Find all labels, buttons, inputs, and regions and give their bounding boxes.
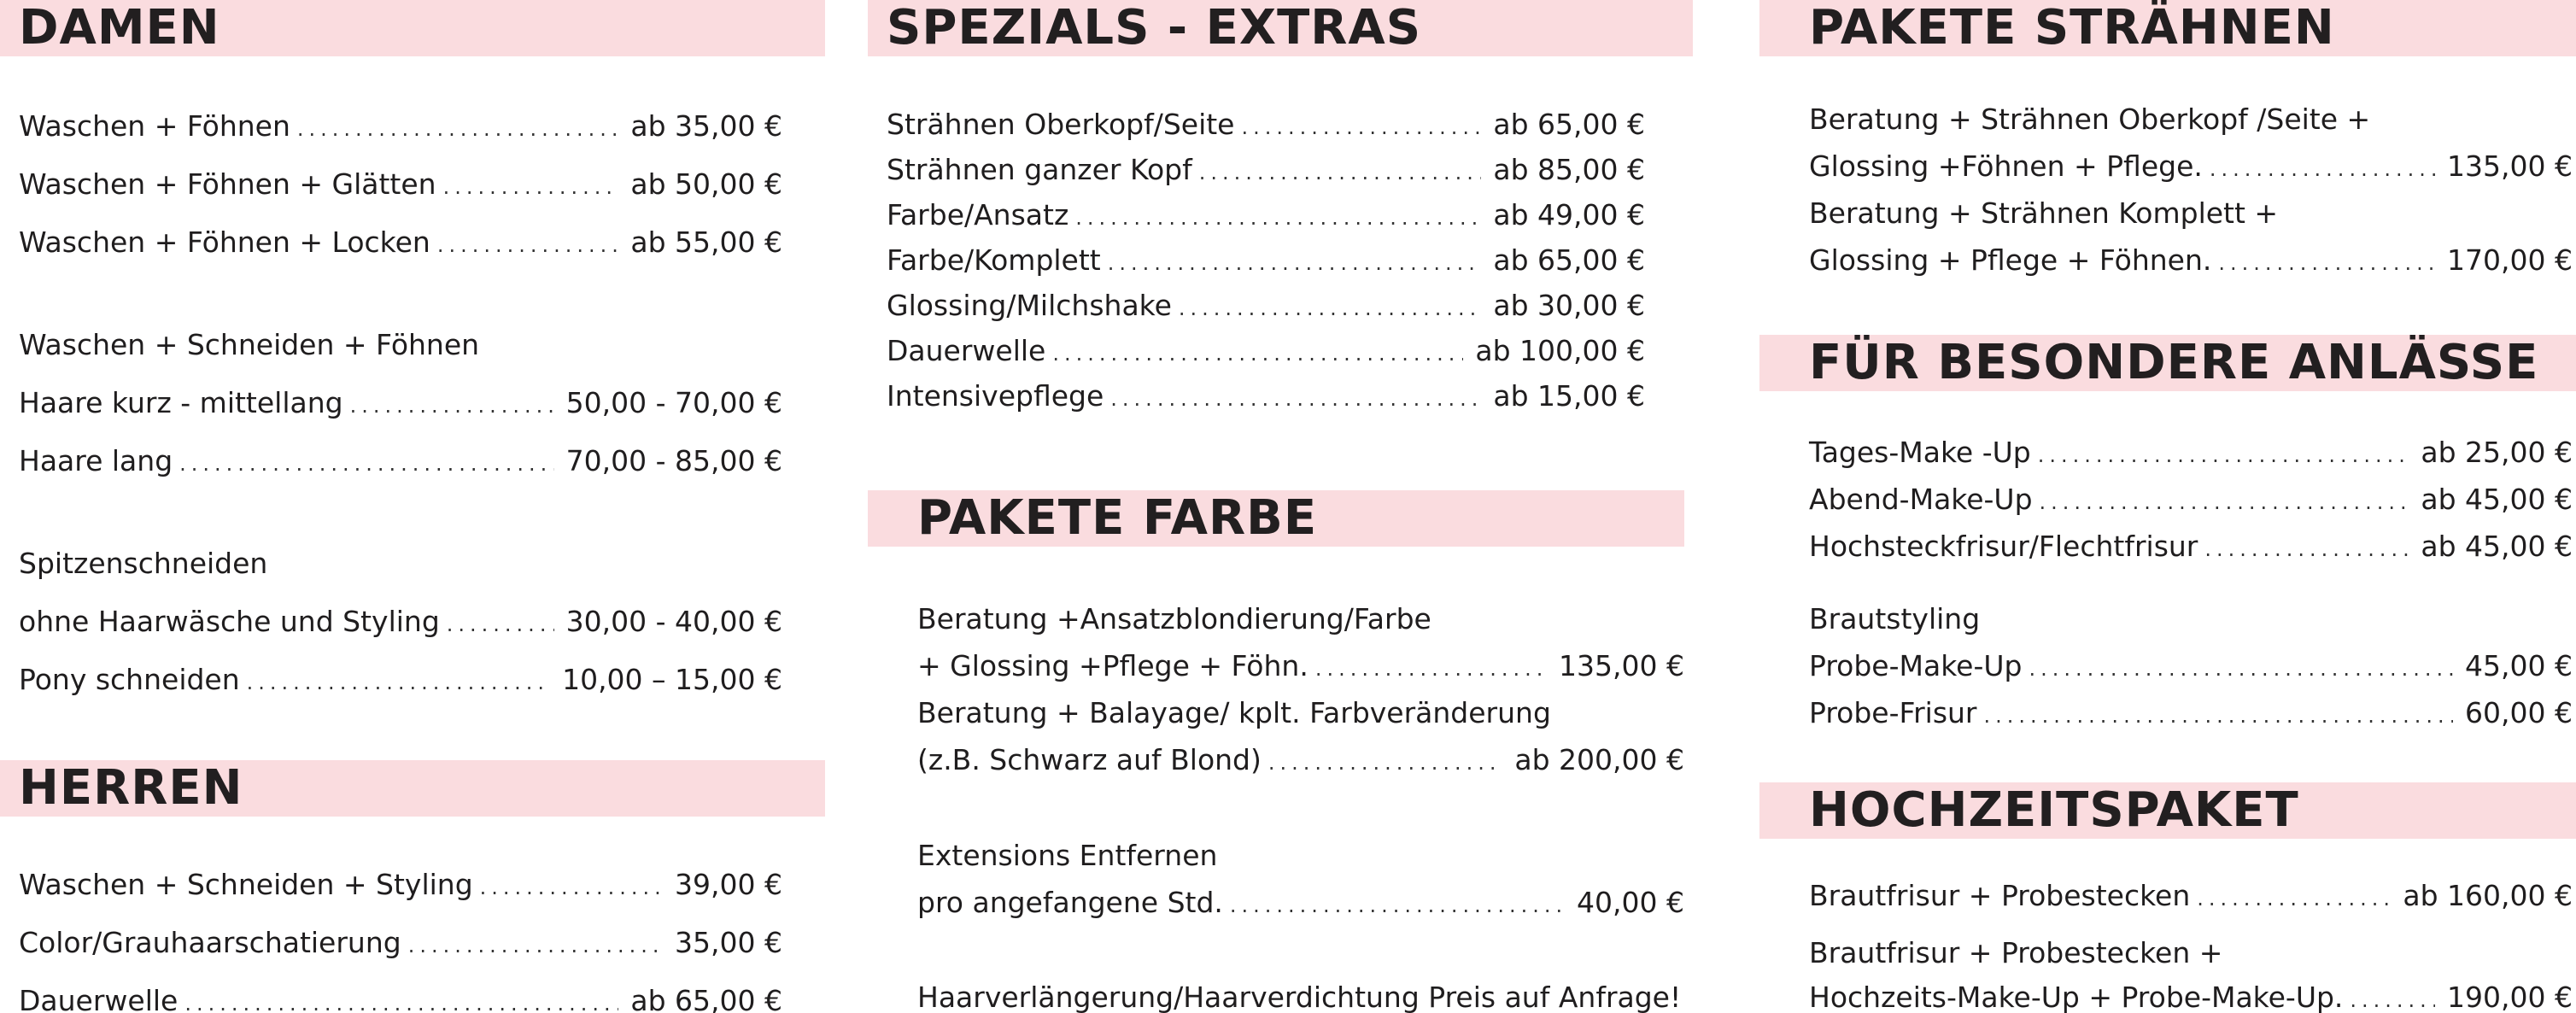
section-header-herren: HERREN <box>0 760 825 817</box>
item-label: Haare kurz - mittellang <box>19 386 343 419</box>
item-price: 45,00 € <box>2465 649 2573 682</box>
item-label: Farbe/Ansatz <box>887 198 1069 231</box>
dot-leader <box>184 985 618 1013</box>
group-heading: Spitzenschneiden <box>19 547 268 580</box>
item-label: Dauerwelle <box>19 984 179 1013</box>
item-price: ab 45,00 € <box>2421 530 2573 563</box>
item-price: 50,00 - 70,00 € <box>565 386 782 419</box>
dot-leader <box>1179 290 1481 327</box>
price-item <box>19 924 782 962</box>
item-price: ab 100,00 € <box>1475 334 1645 367</box>
item-price: 60,00 € <box>2465 696 2573 729</box>
item-label: Probe-Frisur <box>1809 696 1977 729</box>
price-item <box>887 332 1645 370</box>
price-item <box>1809 647 2573 685</box>
price-item <box>19 982 782 1013</box>
price-item <box>1809 434 2573 471</box>
item-label: Probe-Make-Up <box>1809 649 2023 682</box>
dot-leader <box>1984 697 2454 735</box>
price-item <box>1809 694 2573 732</box>
item-price: 135,00 € <box>1559 649 1684 682</box>
dot-leader <box>247 664 550 701</box>
item-label: Waschen + Föhnen + Glätten <box>19 167 436 201</box>
price-item <box>19 384 782 422</box>
item-price: ab 65,00 € <box>1493 108 1645 141</box>
price-item <box>1809 979 2573 1013</box>
dot-leader <box>408 927 663 964</box>
item-price: ab 45,00 € <box>2421 483 2573 516</box>
price-item <box>1809 242 2573 279</box>
item-label: Strähnen Oberkopf/Seite <box>887 108 1235 141</box>
dot-leader <box>1052 335 1463 372</box>
item-price: ab 49,00 € <box>1493 198 1645 231</box>
dot-leader <box>480 869 663 906</box>
price-item <box>917 741 1684 779</box>
package-line: Beratung + Balayage/ kplt. Farbveränderung <box>917 696 1551 729</box>
dot-leader <box>1110 380 1481 418</box>
item-label: Glossing + Pflege + Föhnen. <box>1809 243 2212 277</box>
dot-leader <box>1075 199 1481 237</box>
package-line: Brautfrisur + Probestecken + <box>1809 936 2223 969</box>
item-label: Pony schneiden <box>19 663 240 696</box>
dot-leader <box>2029 650 2453 688</box>
item-price: 40,00 € <box>1577 886 1684 919</box>
section-header-hochzeit: HOCHZEITSPAKET <box>1759 782 2576 839</box>
section-header-anlaesse: FÜR BESONDERE ANLÄSSE <box>1759 335 2576 391</box>
price-item <box>19 866 782 904</box>
item-label: Abend-Make-Up <box>1809 483 2033 516</box>
item-label: Waschen + Föhnen <box>19 109 290 143</box>
price-note: Haarverlängerung/Haarverdichtung Preis auf Anfrage! <box>917 981 1682 1013</box>
price-item <box>887 242 1645 279</box>
item-price: ab 200,00 € <box>1514 743 1684 776</box>
section-header-spezials: SPEZIALS - EXTRAS <box>868 0 1693 56</box>
item-price: ab 15,00 € <box>1493 379 1645 413</box>
item-price: 39,00 € <box>675 868 782 901</box>
item-price: ab 65,00 € <box>630 984 782 1013</box>
section-header-pakete-straehnen: PAKETE STRÄHNEN <box>1759 0 2576 56</box>
dot-leader <box>2350 981 2435 1013</box>
dot-leader <box>1268 744 1502 782</box>
dot-leader <box>297 110 618 148</box>
price-item <box>1809 481 2573 518</box>
dot-leader <box>1199 154 1482 191</box>
price-item <box>19 603 782 641</box>
item-label: Color/Grauhaarschatierung <box>19 926 401 959</box>
item-price: 35,00 € <box>675 926 782 959</box>
item-price: ab 85,00 € <box>1493 153 1645 186</box>
item-price: 190,00 € <box>2447 981 2573 1013</box>
item-price: ab 65,00 € <box>1493 243 1645 277</box>
item-label: (z.B. Schwarz auf Blond) <box>917 743 1262 776</box>
item-price: ab 55,00 € <box>630 225 782 259</box>
price-item <box>887 378 1645 415</box>
price-item <box>887 151 1645 189</box>
item-price: 170,00 € <box>2447 243 2573 277</box>
price-item <box>1809 877 2573 915</box>
price-item <box>917 884 1684 922</box>
price-item <box>1809 528 2573 565</box>
item-label: Waschen + Föhnen + Locken <box>19 225 430 259</box>
dot-leader <box>2040 483 2409 521</box>
item-price: ab 30,00 € <box>1493 289 1645 322</box>
item-label: Strähnen ganzer Kopf <box>887 153 1192 186</box>
dot-leader <box>1241 108 1481 146</box>
group-heading: Brautstyling <box>1809 602 1981 635</box>
dot-leader <box>1230 887 1565 924</box>
package-line: Beratung + Strähnen Komplett + <box>1809 196 2279 230</box>
item-label: Haare lang <box>19 444 173 477</box>
price-item <box>19 661 782 699</box>
item-price: ab 35,00 € <box>630 109 782 143</box>
item-label: Waschen + Schneiden + Styling <box>19 868 473 901</box>
dot-leader <box>1108 244 1482 282</box>
item-price: 135,00 € <box>2447 149 2573 183</box>
dot-leader <box>2210 150 2435 188</box>
dot-leader <box>179 445 554 483</box>
price-item <box>19 166 782 203</box>
item-price: ab 160,00 € <box>2403 879 2573 912</box>
item-label: Intensivepflege <box>887 379 1104 413</box>
package-line: Beratung + Strähnen Oberkopf /Seite + <box>1809 102 2371 136</box>
item-label: Tages-Make -Up <box>1809 436 2031 469</box>
dot-leader <box>2204 530 2409 568</box>
dot-leader <box>443 168 619 206</box>
package-line: Extensions Entfernen <box>917 839 1218 872</box>
price-item <box>1809 148 2573 185</box>
dot-leader <box>447 606 554 643</box>
item-price: ab 50,00 € <box>630 167 782 201</box>
dot-leader <box>1315 650 1547 688</box>
item-label: Glossing +Föhnen + Pflege. <box>1809 149 2203 183</box>
price-item <box>887 196 1645 234</box>
item-label: Hochzeits-Make-Up + Probe-Make-Up. <box>1809 981 2344 1013</box>
item-label: Farbe/Komplett <box>887 243 1101 277</box>
item-price: 30,00 - 40,00 € <box>565 605 782 638</box>
dot-leader <box>350 387 554 425</box>
price-item <box>19 442 782 480</box>
item-label: Dauerwelle <box>887 334 1046 367</box>
price-item <box>887 287 1645 325</box>
price-item <box>917 647 1684 685</box>
item-label: pro angefangene Std. <box>917 886 1223 919</box>
price-item <box>887 106 1645 143</box>
item-label: Glossing/Milchshake <box>887 289 1172 322</box>
item-label: Hochsteckfrisur/Flechtfrisur <box>1809 530 2198 563</box>
item-price: 10,00 – 15,00 € <box>562 663 782 696</box>
item-label: ohne Haarwäsche und Styling <box>19 605 440 638</box>
group-heading: Waschen + Schneiden + Föhnen <box>19 328 480 361</box>
section-header-pakete-farbe: PAKETE FARBE <box>868 490 1684 547</box>
dot-leader <box>2038 436 2409 474</box>
item-price: ab 25,00 € <box>2421 436 2573 469</box>
item-label: + Glossing +Pflege + Föhn. <box>917 649 1308 682</box>
price-item <box>19 108 782 145</box>
price-item <box>19 224 782 261</box>
dot-leader <box>2218 244 2435 282</box>
package-line: Beratung +Ansatzblondierung/Farbe <box>917 602 1431 635</box>
section-header-damen: DAMEN <box>0 0 825 56</box>
item-label: Brautfrisur + Probestecken <box>1809 879 2191 912</box>
dot-leader <box>2197 880 2391 917</box>
item-price: 70,00 - 85,00 € <box>565 444 782 477</box>
dot-leader <box>437 226 619 264</box>
